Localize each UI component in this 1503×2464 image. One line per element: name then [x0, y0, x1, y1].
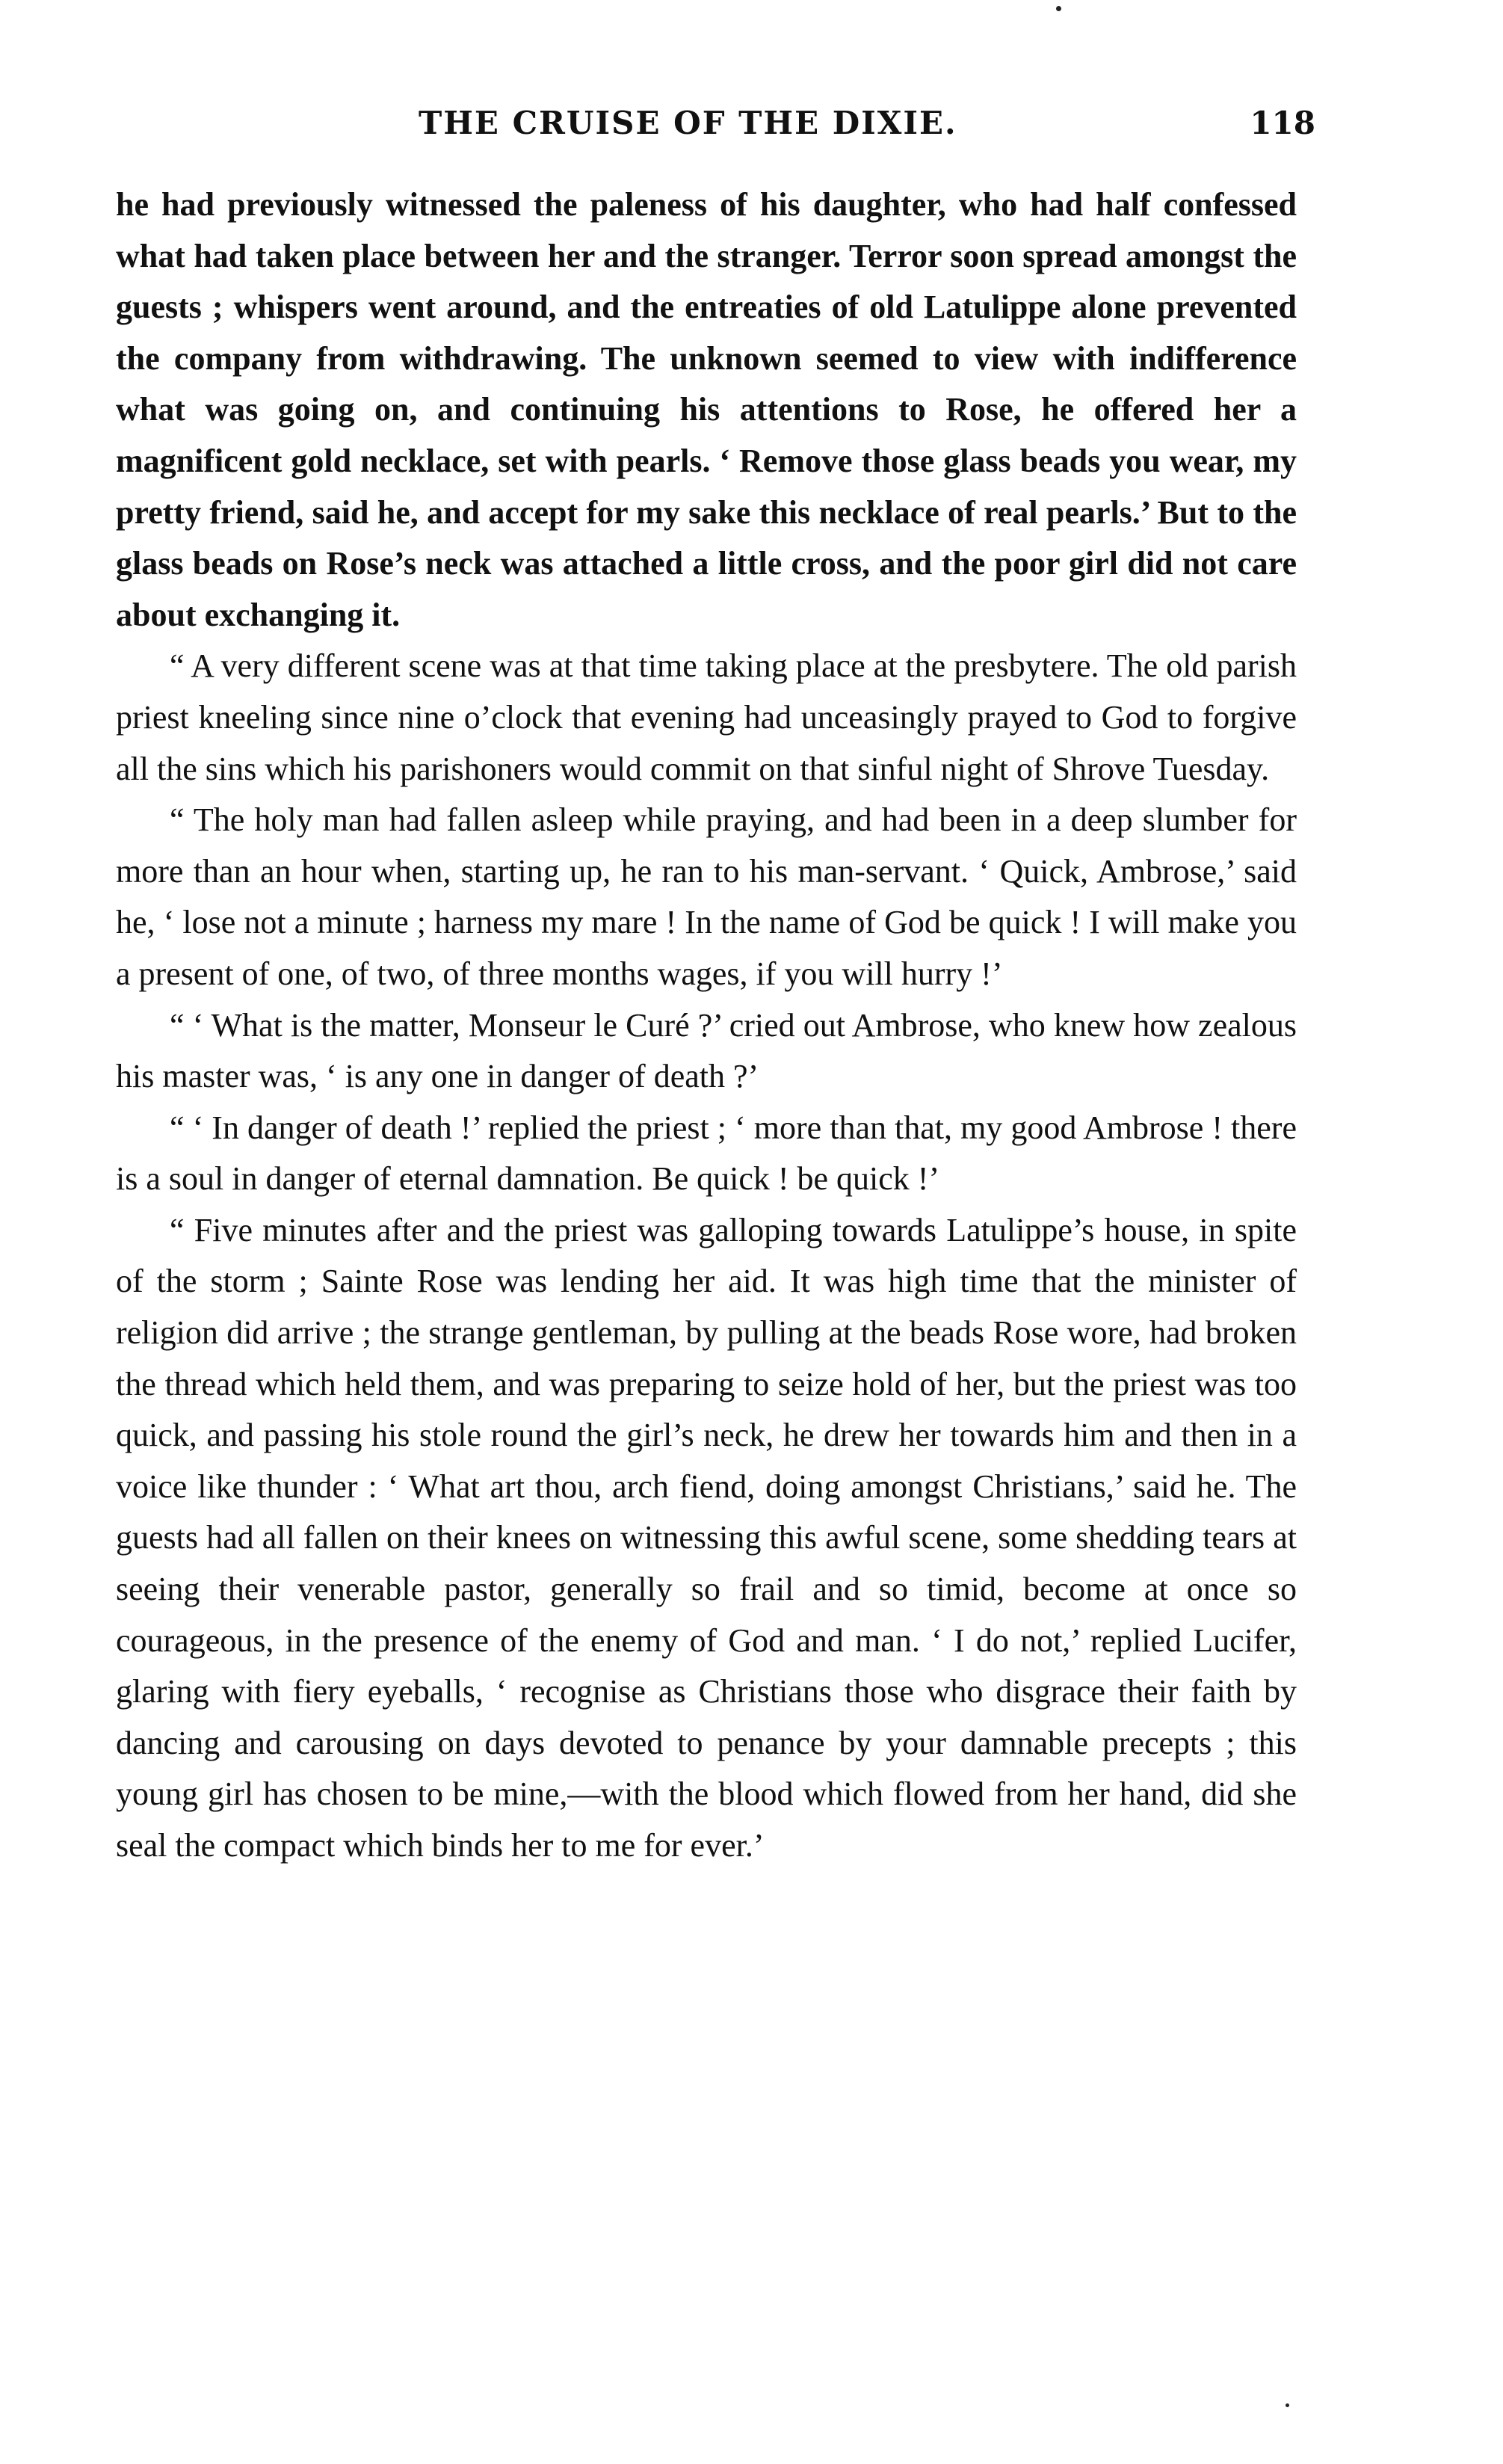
- body-text: [116, 179, 1297, 1872]
- paragraph: “ ‘ In danger of death !’ replied the priest ; ‘ more than that, my good Ambrose ! there is a soul in danger of eternal damnation. Be quick ! be quick !’: [116, 1109, 1297, 1198]
- paragraph: “ ‘ What is the matter, Monseur le Curé ?’ cried out Ambrose, who knew how zealous his master was, ‘ is any one in danger of death ?’: [116, 1006, 1297, 1095]
- page-header: [120, 105, 1315, 150]
- paragraph: “ A very different scene was at that time taking place at the presbytere. The old parish priest kneeling since nine o’clock that evening had unceasingly prayed to God to forgive all the sins which his parishoners would commit on that sinful night of Shrove Tuesday.: [116, 647, 1297, 787]
- paragraph: “ The holy man had fallen asleep while praying, and had been in a deep slumber for more than an hour when, starting up, he ran to his man-servant. ‘ Quick, Ambrose,’ said he, ‘ lose not a minute ; harness my mare ! In the name of God be quick ! I will make you a present of one, of two, of three months wages, if you will hurry !’: [116, 801, 1297, 992]
- scan-speck: [1286, 2403, 1289, 2407]
- scan-speck: [1056, 6, 1061, 11]
- paragraph: “ Five minutes after and the priest was galloping towards Latulippe’s house, in spite of the storm ; Sainte Rose was lending her aid. It was high time that the minister of religion did arrive ; the strange gentleman, by pulling at the beads Rose wore, had broken the thread which held them, and was preparing to seize hold of her, but the priest was too quick, and passing his stole round the girl’s neck, he drew her towards him and then in a voice like thunder : ‘ What art thou, arch fiend, doing amongst Christians,’ said he. The guests had all fallen on their knees on witnessing this awful scene, some shedding tears at seeing their venerable pastor, generally so frail and so timid, become at once so courageous, in the presence of the enemy of God and man. ‘ I do not,’ replied Lucifer, glaring with fiery eyeballs, ‘ recognise as Christians those who disgrace their faith by dancing and carousing on days devoted to penance by your damnable precepts ; this young girl has chosen to be mine,—with the blood which flowed from her hand, did she seal the compact which binds her to me for ever.’: [116, 1211, 1297, 1864]
- page-number: 118: [1250, 105, 1315, 141]
- paragraph: he had previously witnessed the paleness of his daughter, who had half confessed what had taken place between her and the stranger. Terror soon spread amongst the guests ; whispers went around, and the entreaties of old Latulippe alone prevented the company from withdrawing. The unknown seemed to view with indifference what was going on, and continuing his attentions to Rose, he offered her a magnificent gold necklace, set with pearls. ‘ Remove those glass beads you wear, my pretty friend, said he, and accept for my sake this necklace of real pearls.’ But to the glass beads on Rose’s neck was attached a little cross, and the poor girl did not care about exchanging it.: [116, 186, 1297, 633]
- running-title: THE CRUISE OF THE DIXIE.: [419, 105, 957, 141]
